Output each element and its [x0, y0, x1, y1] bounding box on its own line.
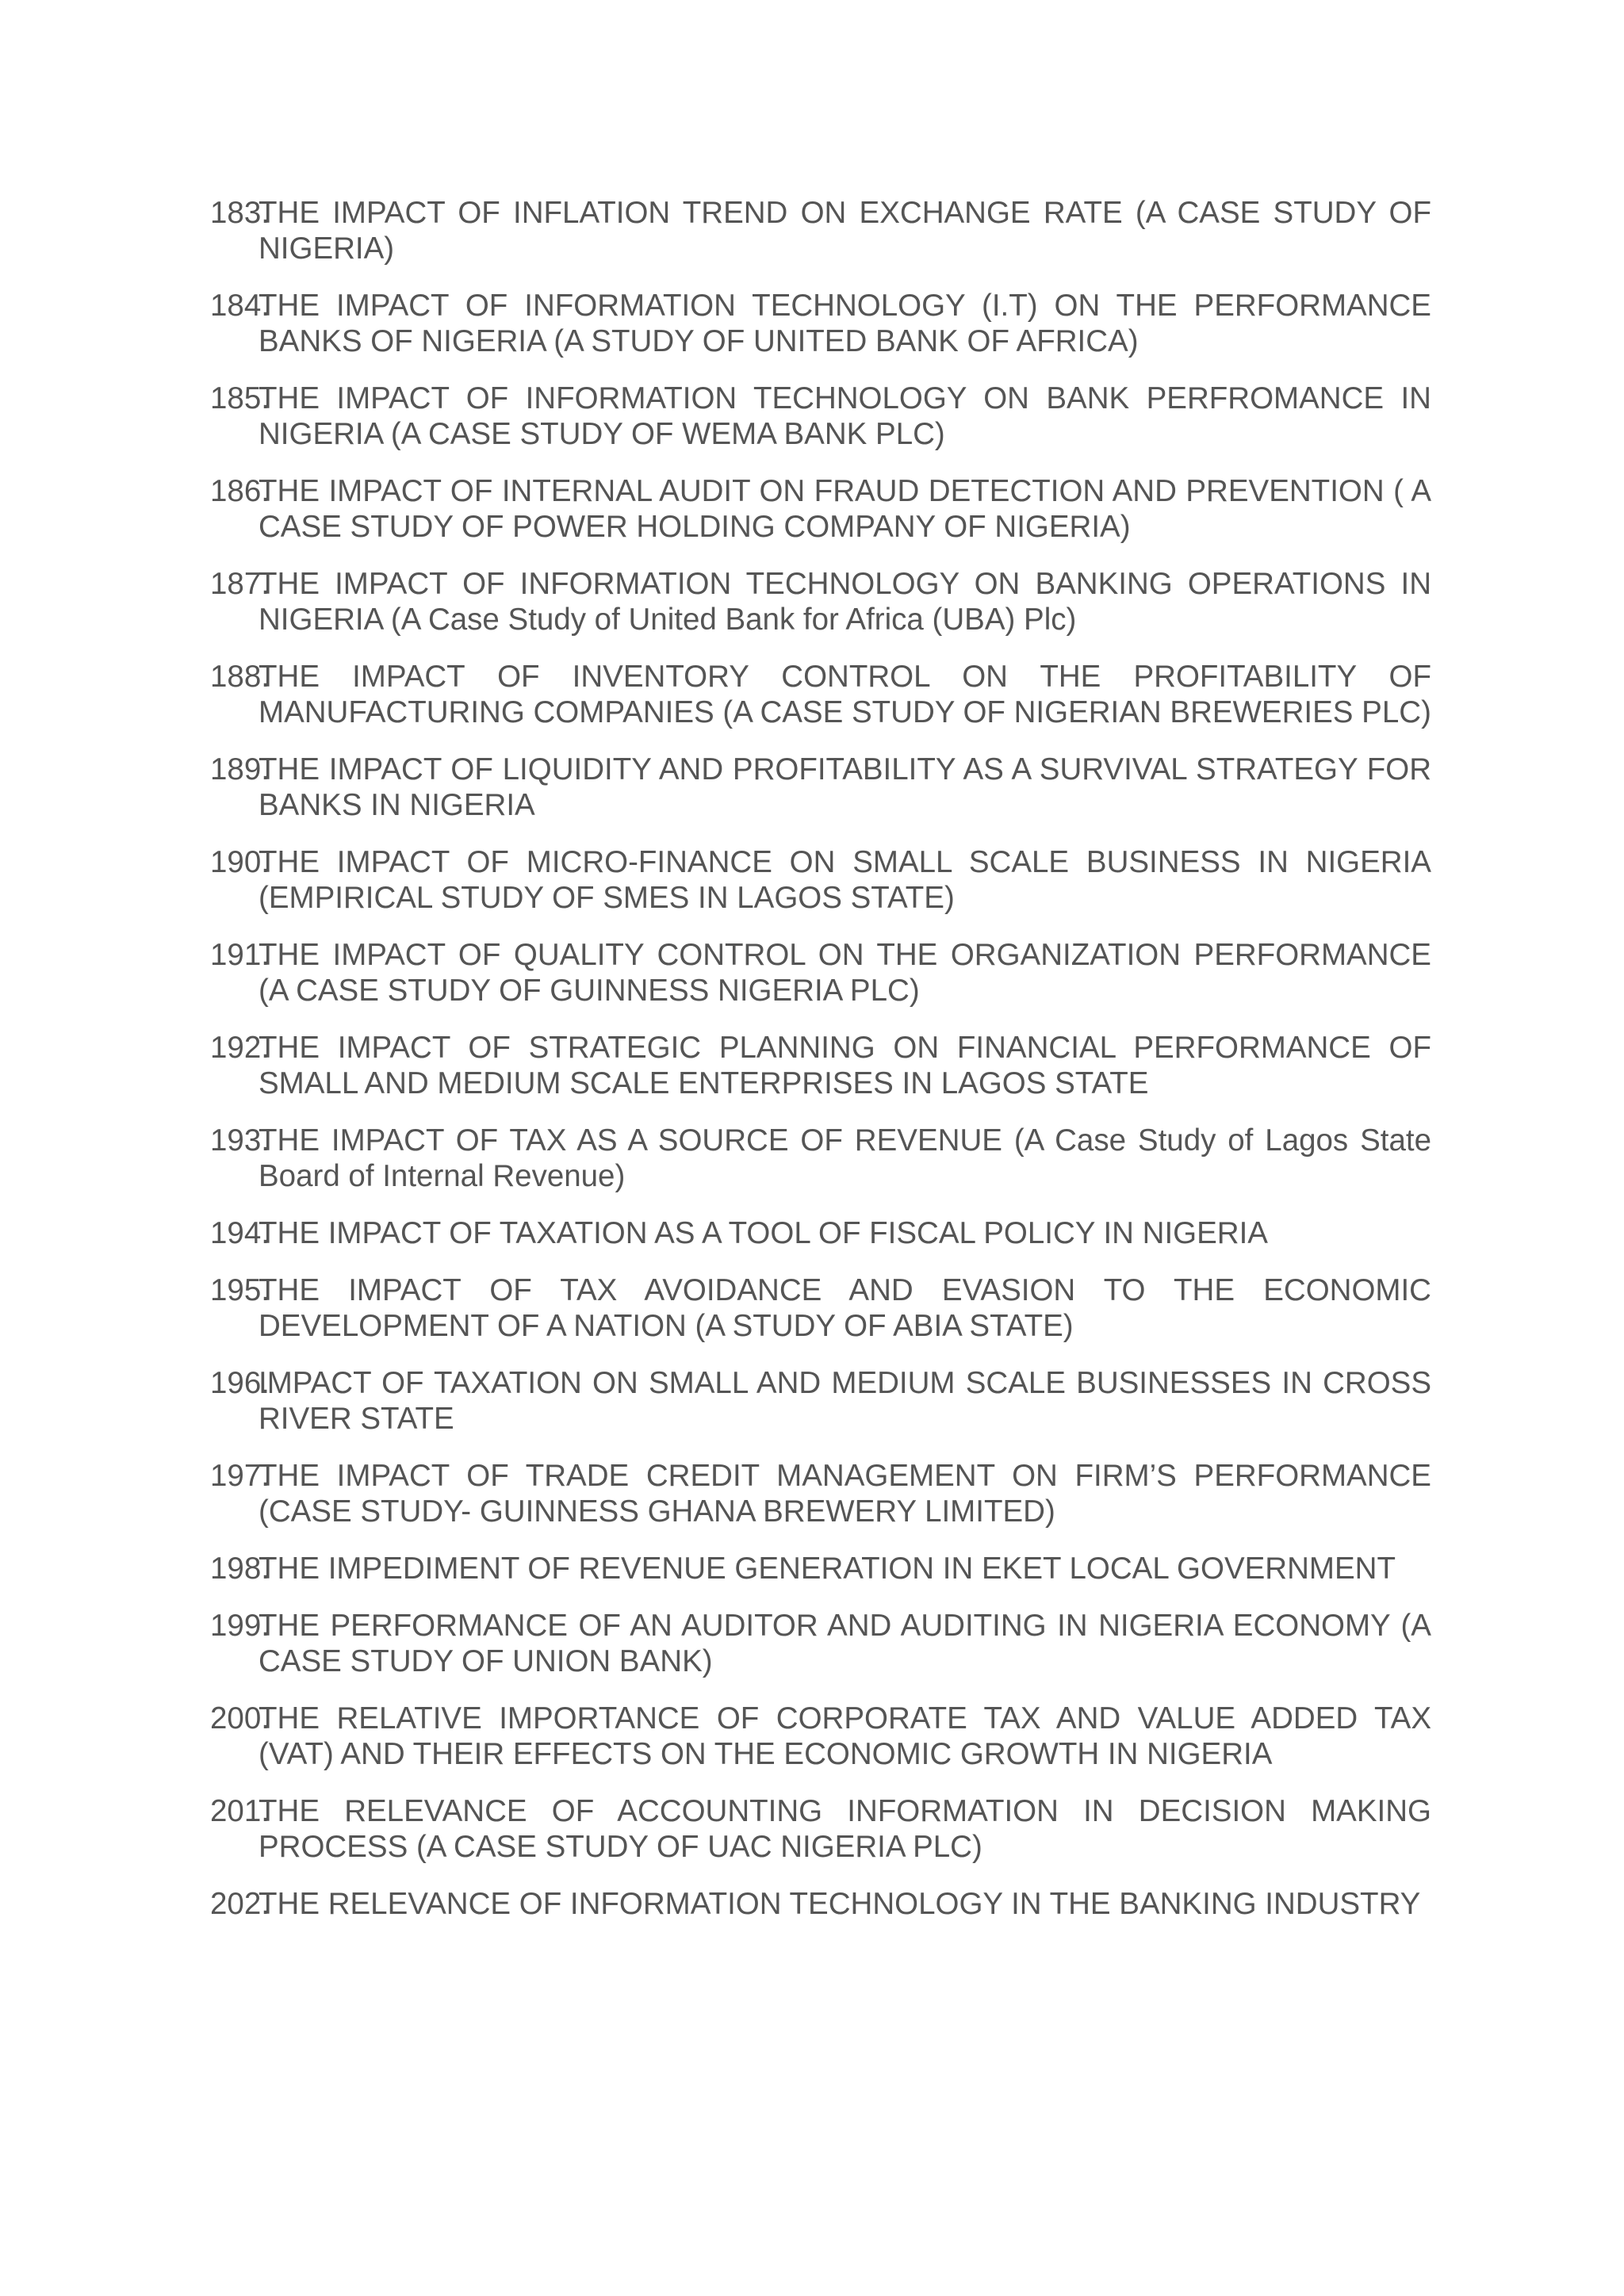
topic-item	[210, 1123, 1431, 1194]
topic-item	[210, 844, 1431, 916]
topic-number: 196.	[210, 1366, 270, 1400]
topic-item	[210, 937, 1431, 1008]
topic-number: 192.	[210, 1031, 270, 1065]
topic-number: 183.	[210, 196, 270, 230]
topic-item	[210, 473, 1431, 545]
topic-title: THE IMPACT OF TAXATION AS A TOOL OF FISCAL POLICY IN NIGERIA	[259, 1216, 1268, 1250]
topic-item	[210, 1272, 1431, 1344]
topic-number: 200.	[210, 1701, 270, 1735]
topic-title: THE PERFORMANCE OF AN AUDITOR AND AUDITING IN NIGERIA ECONOMY (A CASE STUDY OF UNION BANK)	[259, 1609, 1431, 1678]
topic-number: 184.	[210, 289, 270, 323]
topic-number: 189.	[210, 752, 270, 786]
topic-item	[210, 1365, 1431, 1437]
topic-item	[210, 195, 1431, 266]
topic-title: THE RELEVANCE OF ACCOUNTING INFORMATION IN DECISION MAKING PROCESS (A CASE STUDY OF UAC NIGERIA PLC)	[259, 1794, 1431, 1864]
topic-title: THE IMPACT OF INFORMATION TECHNOLOGY ON BANK PERFROMANCE IN NIGERIA (A CASE STUDY OF WEMA BANK PLC)	[259, 381, 1431, 451]
topic-number: 194.	[210, 1216, 270, 1250]
topic-title: THE IMPACT OF TAX AVOIDANCE AND EVASION TO THE ECONOMIC DEVELOPMENT OF A NATION (A STUDY OF ABIA STATE)	[259, 1273, 1431, 1343]
topic-number: 191.	[210, 938, 270, 972]
topic-item	[210, 1793, 1431, 1865]
topic-item	[210, 1030, 1431, 1101]
topic-item	[210, 1886, 1431, 1922]
topic-item	[210, 1551, 1431, 1586]
topic-number: 193.	[210, 1123, 270, 1158]
topic-title: THE IMPACT OF INFORMATION TECHNOLOGY (I.T) ON THE PERFORMANCE BANKS OF NIGERIA (A STUDY OF UNITED BANK OF AFRICA)	[259, 289, 1431, 358]
topic-number: 198.	[210, 1552, 270, 1586]
topic-number: 197.	[210, 1459, 270, 1493]
project-topic-list	[210, 195, 1431, 1943]
topic-number: 195.	[210, 1273, 270, 1307]
topic-item	[210, 1608, 1431, 1679]
topic-item	[210, 752, 1431, 823]
topic-title: THE IMPACT OF TAX AS A SOURCE OF REVENUE (A Case Study of Lagos State Board of Internal Revenue)	[259, 1123, 1431, 1193]
topic-number: 190.	[210, 845, 270, 879]
topic-title: THE IMPACT OF QUALITY CONTROL ON THE ORGANIZATION PERFORMANCE (A CASE STUDY OF GUINNESS NIGERIA PLC)	[259, 938, 1431, 1008]
topic-item	[210, 659, 1431, 730]
topic-item	[210, 1215, 1431, 1251]
topic-number: 201.	[210, 1794, 270, 1828]
topic-title: THE RELEVANCE OF INFORMATION TECHNOLOGY IN THE BANKING INDUSTRY	[259, 1887, 1421, 1921]
topic-title: THE IMPACT OF MICRO-FINANCE ON SMALL SCALE BUSINESS IN NIGERIA (EMPIRICAL STUDY OF SMES IN LAGOS STATE)	[259, 845, 1431, 915]
topic-number: 185.	[210, 381, 270, 415]
topic-title: IMPACT OF TAXATION ON SMALL AND MEDIUM SCALE BUSINESSES IN CROSS RIVER STATE	[259, 1366, 1431, 1436]
topic-number: 187.	[210, 567, 270, 601]
topic-number: 188.	[210, 660, 270, 694]
topic-title: THE IMPACT OF INTERNAL AUDIT ON FRAUD DETECTION AND PREVENTION ( A CASE STUDY OF POWER HOLDING COMPANY OF NIGERIA)	[259, 474, 1431, 544]
topic-title: THE IMPACT OF INFORMATION TECHNOLOGY ON BANKING OPERATIONS IN NIGERIA (A Case Study of United Bank for Africa (UBA) Plc)	[259, 567, 1431, 637]
topic-title: THE IMPACT OF STRATEGIC PLANNING ON FINANCIAL PERFORMANCE OF SMALL AND MEDIUM SCALE ENTERPRISES IN LAGOS STATE	[259, 1031, 1431, 1100]
topic-number: 202.	[210, 1887, 270, 1921]
topic-title: THE RELATIVE IMPORTANCE OF CORPORATE TAX AND VALUE ADDED TAX (VAT) AND THEIR EFFECTS ON THE ECONOMIC GROWTH IN NIGERIA	[259, 1701, 1431, 1771]
topic-number: 186.	[210, 474, 270, 508]
topic-title: THE IMPACT OF TRADE CREDIT MANAGEMENT ON FIRM’S PERFORMANCE (CASE STUDY- GUINNESS GHANA BREWERY LIMITED)	[259, 1459, 1431, 1529]
topic-title: THE IMPACT OF INVENTORY CONTROL ON THE PROFITABILITY OF MANUFACTURING COMPANIES (A CASE STUDY OF NIGERIAN BREWERIES PLC)	[259, 660, 1431, 729]
topic-title: THE IMPEDIMENT OF REVENUE GENERATION IN EKET LOCAL GOVERNMENT	[259, 1552, 1396, 1586]
topic-number: 199.	[210, 1609, 270, 1643]
topic-item	[210, 288, 1431, 359]
topic-item	[210, 381, 1431, 452]
topic-item	[210, 1701, 1431, 1772]
topic-title: THE IMPACT OF LIQUIDITY AND PROFITABILITY AS A SURVIVAL STRATEGY FOR BANKS IN NIGERIA	[259, 752, 1431, 822]
topic-title: THE IMPACT OF INFLATION TREND ON EXCHANGE RATE (A CASE STUDY OF NIGERIA)	[259, 196, 1431, 266]
topic-item	[210, 566, 1431, 637]
topic-item	[210, 1458, 1431, 1529]
